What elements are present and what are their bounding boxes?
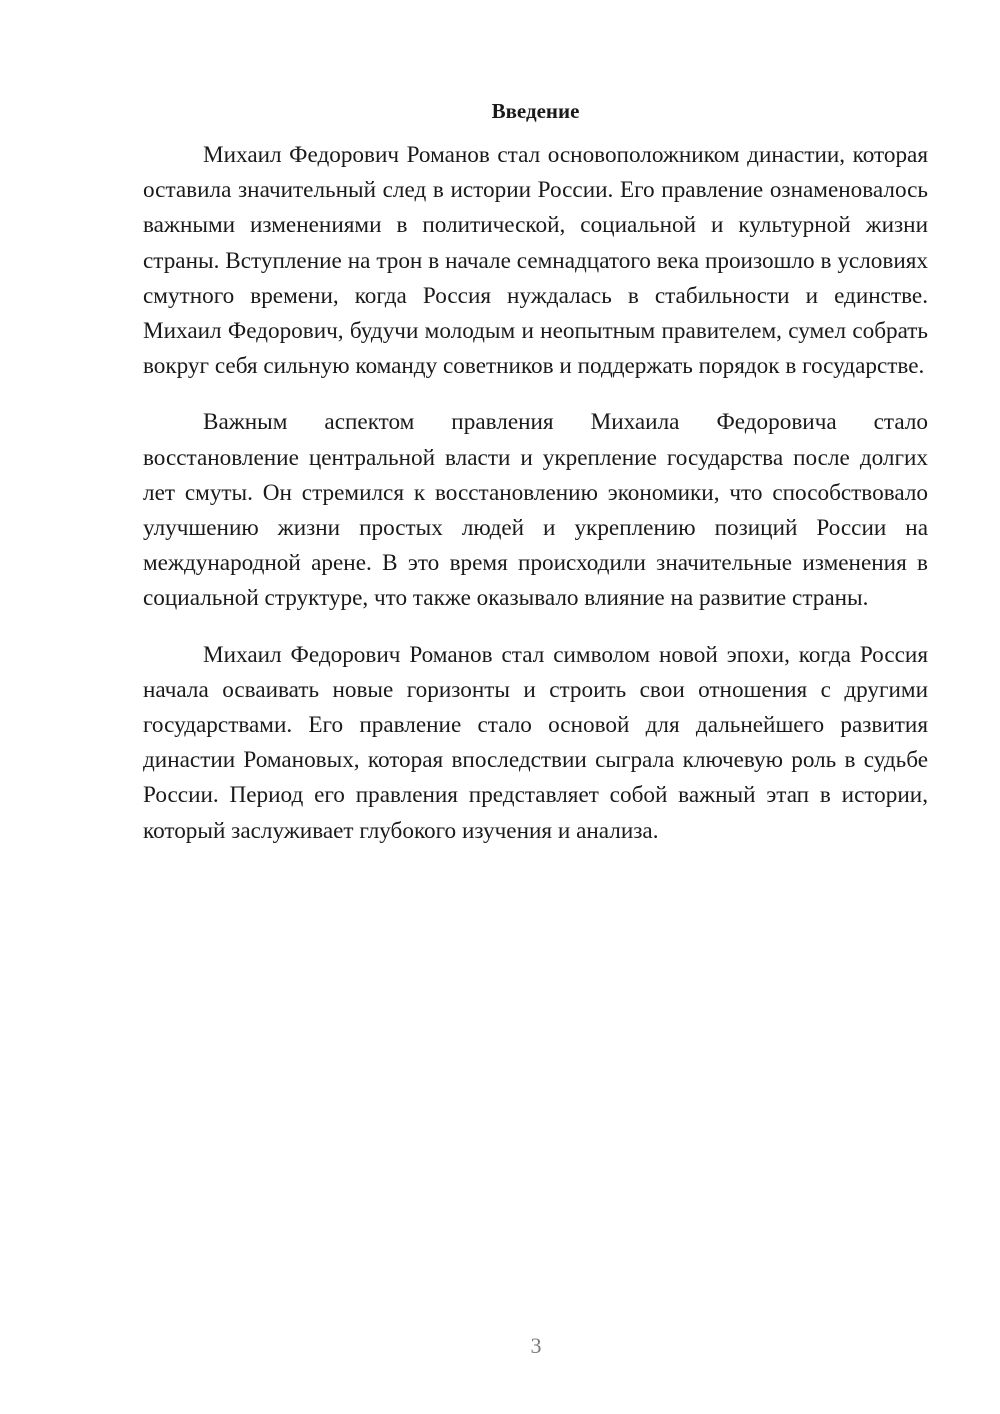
paragraph-1: Михаил Федорович Романов стал основоположником династии, которая оставила значительный след в истории России. Его правление ознаменовалось важными изменениями в политической, социальной и культурной жизни страны. Вступление на трон в начале семнадцатого века произошло в условиях смутного времени, когда Россия нуждалась в стабильности и единстве. Михаил Федорович, будучи молодым и неопытным правителем, сумел собрать вокруг себя сильную команду советников и поддержать порядок в государстве.: [143, 142, 928, 380]
section-heading: Введение: [491, 99, 580, 123]
paragraph-2: Важным аспектом правления Михаила Федоровича стало восстановление центральной власти и укрепление государства после долгих лет смуты. Он стремился к восстановлению экономики, что способствовало улучшению жизни простых людей и укреплению позиций России на международной арене. В это время происходили значительные изменения в социальной структуре, что также оказывало влияние на развитие страны.: [143, 409, 928, 612]
page-number: 3: [530, 1333, 542, 1358]
paragraph-3: Михаил Федорович Романов стал символом новой эпохи, когда Россия начала осваивать новые горизонты и строить свои отношения с другими государствами. Его правление стало основой для дальнейшего развития династии Романовых, которая впоследствии сыграла ключевую роль в судьбе России. Период его правления представляет собой важный этап в истории, который заслуживает глубокого изучения и анализа.: [143, 641, 928, 844]
page-body: [143, 96, 928, 870]
